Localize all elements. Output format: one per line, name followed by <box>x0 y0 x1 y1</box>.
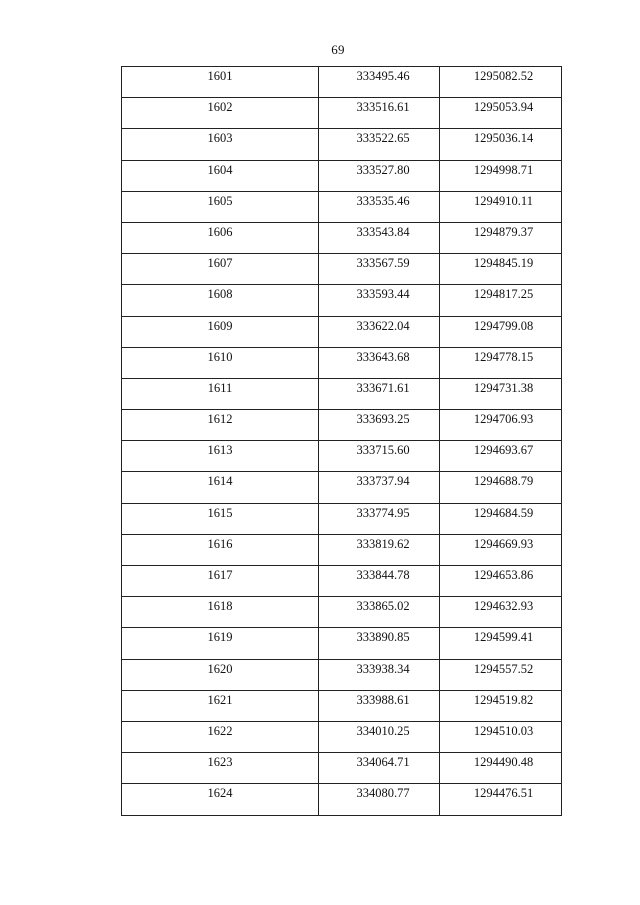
x-coordinate-cell <box>319 441 440 472</box>
point-id-cell <box>122 316 319 347</box>
x-coordinate-value: 333495.46 <box>356 69 410 83</box>
table-row <box>122 503 562 534</box>
point-id-cell <box>122 285 319 316</box>
x-coordinate-cell <box>319 98 440 129</box>
x-coordinate-cell <box>319 67 440 98</box>
x-coordinate-cell <box>319 191 440 222</box>
y-coordinate-value: 1294519.82 <box>473 692 534 707</box>
y-coordinate-cell <box>440 690 562 721</box>
x-coordinate-cell <box>319 503 440 534</box>
table-row <box>122 784 562 815</box>
point-id-value: 1623 <box>207 755 233 770</box>
x-coordinate-cell <box>319 721 440 752</box>
x-coordinate-value: 333543.84 <box>356 224 410 239</box>
point-id-cell <box>122 503 319 534</box>
y-coordinate-value: 1294845.19 <box>473 256 534 271</box>
y-coordinate-cell <box>440 721 562 752</box>
x-coordinate-cell <box>319 784 440 815</box>
point-id-cell <box>122 347 319 378</box>
x-coordinate-value: 333567.59 <box>356 256 410 271</box>
x-coordinate-value: 333535.46 <box>356 193 410 208</box>
point-id-cell <box>122 222 319 253</box>
x-coordinate-value: 333715.60 <box>356 443 410 458</box>
x-coordinate-cell <box>319 285 440 316</box>
table-row <box>122 254 562 285</box>
table-row <box>122 659 562 690</box>
table-body <box>122 67 562 816</box>
y-coordinate-value: 1294599.41 <box>473 630 534 645</box>
point-id-value: 1607 <box>207 256 233 271</box>
y-coordinate-value: 1294653.86 <box>473 568 534 582</box>
point-id-value: 1620 <box>207 661 233 676</box>
y-coordinate-cell <box>440 784 562 815</box>
point-id-cell <box>122 254 319 285</box>
point-id-cell <box>122 378 319 409</box>
x-coordinate-cell <box>319 254 440 285</box>
x-coordinate-cell <box>319 690 440 721</box>
y-coordinate-value: 1294731.38 <box>473 380 534 395</box>
point-id-value: 1603 <box>207 131 233 146</box>
table-row <box>122 129 562 160</box>
y-coordinate-value: 1294879.37 <box>473 224 534 239</box>
point-id-cell <box>122 721 319 752</box>
y-coordinate-value: 1294510.03 <box>473 723 534 738</box>
point-id-value: 1613 <box>207 443 233 458</box>
x-coordinate-value: 333865.02 <box>356 599 410 614</box>
table-row <box>122 690 562 721</box>
y-coordinate-value: 1294632.93 <box>473 599 534 614</box>
point-id-cell <box>122 98 319 129</box>
x-coordinate-cell <box>319 628 440 659</box>
point-id-value: 1615 <box>207 505 233 520</box>
y-coordinate-value: 1295036.14 <box>473 131 534 146</box>
table-row <box>122 222 562 253</box>
point-id-cell <box>122 67 319 98</box>
point-id-value: 1606 <box>207 224 233 239</box>
x-coordinate-cell <box>319 222 440 253</box>
x-coordinate-value: 333516.61 <box>356 100 410 115</box>
point-id-value: 1614 <box>207 474 233 489</box>
x-coordinate-value: 333938.34 <box>356 661 410 676</box>
x-coordinate-cell <box>319 410 440 441</box>
y-coordinate-value: 1294490.48 <box>473 755 534 770</box>
point-id-cell <box>122 410 319 441</box>
x-coordinate-value: 333593.44 <box>356 287 410 302</box>
table-row <box>122 597 562 628</box>
x-coordinate-value: 333693.25 <box>356 412 410 427</box>
point-id-value: 1624 <box>207 786 233 801</box>
x-coordinate-value: 333844.78 <box>356 568 410 582</box>
y-coordinate-cell <box>440 98 562 129</box>
x-coordinate-cell <box>319 316 440 347</box>
y-coordinate-value: 1294778.15 <box>473 349 534 364</box>
x-coordinate-value: 334080.77 <box>356 786 410 801</box>
y-coordinate-cell <box>440 503 562 534</box>
x-coordinate-value: 333819.62 <box>356 536 410 551</box>
table-row <box>122 628 562 659</box>
y-coordinate-cell <box>440 566 562 597</box>
y-coordinate-cell <box>440 472 562 503</box>
y-coordinate-cell <box>440 441 562 472</box>
x-coordinate-value: 333643.68 <box>356 349 410 364</box>
y-coordinate-cell <box>440 254 562 285</box>
y-coordinate-cell <box>440 285 562 316</box>
point-id-value: 1616 <box>207 536 233 551</box>
y-coordinate-cell <box>440 534 562 565</box>
table-row <box>122 285 562 316</box>
x-coordinate-cell <box>319 659 440 690</box>
x-coordinate-value: 334064.71 <box>356 755 410 770</box>
table-row <box>122 753 562 784</box>
y-coordinate-cell <box>440 597 562 628</box>
y-coordinate-value: 1294817.25 <box>473 287 534 302</box>
point-id-value: 1617 <box>207 568 233 582</box>
point-id-cell <box>122 534 319 565</box>
x-coordinate-value: 333737.94 <box>356 474 410 489</box>
point-id-cell <box>122 191 319 222</box>
point-id-value: 1605 <box>207 193 233 208</box>
y-coordinate-cell <box>440 659 562 690</box>
point-id-cell <box>122 129 319 160</box>
point-id-cell <box>122 566 319 597</box>
table-row <box>122 67 562 98</box>
y-coordinate-value: 1295053.94 <box>473 100 534 115</box>
point-id-value: 1612 <box>207 412 233 427</box>
y-coordinate-value: 1294998.71 <box>473 162 534 177</box>
point-id-cell <box>122 753 319 784</box>
y-coordinate-value: 1294557.52 <box>473 661 534 676</box>
point-id-cell <box>122 659 319 690</box>
table-row <box>122 410 562 441</box>
x-coordinate-cell <box>319 378 440 409</box>
x-coordinate-cell <box>319 129 440 160</box>
table-row <box>122 98 562 129</box>
x-coordinate-cell <box>319 347 440 378</box>
x-coordinate-value: 333527.80 <box>356 162 410 177</box>
point-id-cell <box>122 628 319 659</box>
x-coordinate-cell <box>319 566 440 597</box>
y-coordinate-cell <box>440 378 562 409</box>
point-id-value: 1619 <box>207 630 233 645</box>
point-id-cell <box>122 784 319 815</box>
x-coordinate-cell <box>319 753 440 784</box>
table-row <box>122 534 562 565</box>
y-coordinate-cell <box>440 410 562 441</box>
y-coordinate-value: 1294910.11 <box>474 193 533 208</box>
y-coordinate-value: 1294669.93 <box>473 536 534 551</box>
point-id-value: 1618 <box>207 599 233 614</box>
table-row <box>122 160 562 191</box>
x-coordinate-value: 333988.61 <box>356 692 410 707</box>
table-row <box>122 721 562 752</box>
point-id-cell <box>122 160 319 191</box>
table-row <box>122 316 562 347</box>
table-row <box>122 441 562 472</box>
point-id-value: 1604 <box>207 162 233 177</box>
y-coordinate-cell <box>440 316 562 347</box>
table-row <box>122 378 562 409</box>
coordinates-table <box>121 66 562 816</box>
y-coordinate-value: 1295082.52 <box>473 69 534 83</box>
point-id-cell <box>122 441 319 472</box>
y-coordinate-cell <box>440 129 562 160</box>
page-number: 69 <box>331 42 345 57</box>
point-id-cell <box>122 472 319 503</box>
y-coordinate-cell <box>440 222 562 253</box>
table-row <box>122 472 562 503</box>
table-row <box>122 566 562 597</box>
y-coordinate-cell <box>440 191 562 222</box>
x-coordinate-cell <box>319 472 440 503</box>
y-coordinate-value: 1294688.79 <box>473 474 534 489</box>
point-id-value: 1602 <box>207 100 233 115</box>
y-coordinate-cell <box>440 347 562 378</box>
point-id-value: 1601 <box>207 69 233 83</box>
point-id-value: 1610 <box>207 349 233 364</box>
y-coordinate-cell <box>440 160 562 191</box>
y-coordinate-value: 1294684.59 <box>473 505 534 520</box>
x-coordinate-value: 333774.95 <box>356 505 410 520</box>
y-coordinate-value: 1294476.51 <box>473 786 534 801</box>
y-coordinate-cell <box>440 753 562 784</box>
point-id-value: 1621 <box>207 692 233 707</box>
point-id-value: 1622 <box>207 723 233 738</box>
x-coordinate-cell <box>319 597 440 628</box>
point-id-value: 1609 <box>207 318 233 333</box>
table-row <box>122 347 562 378</box>
point-id-value: 1611 <box>207 380 233 395</box>
x-coordinate-cell <box>319 534 440 565</box>
x-coordinate-value: 333671.61 <box>356 380 410 395</box>
point-id-cell <box>122 690 319 721</box>
y-coordinate-cell <box>440 628 562 659</box>
point-id-cell <box>122 597 319 628</box>
y-coordinate-value: 1294693.67 <box>473 443 534 458</box>
point-id-value: 1608 <box>207 287 233 302</box>
x-coordinate-value: 333522.65 <box>356 131 410 146</box>
y-coordinate-value: 1294799.08 <box>473 318 534 333</box>
x-coordinate-value: 333890.85 <box>356 630 410 645</box>
x-coordinate-value: 333622.04 <box>356 318 410 333</box>
y-coordinate-cell <box>440 67 562 98</box>
y-coordinate-value: 1294706.93 <box>473 412 534 427</box>
x-coordinate-cell <box>319 160 440 191</box>
table-row <box>122 191 562 222</box>
x-coordinate-value: 334010.25 <box>356 723 410 738</box>
